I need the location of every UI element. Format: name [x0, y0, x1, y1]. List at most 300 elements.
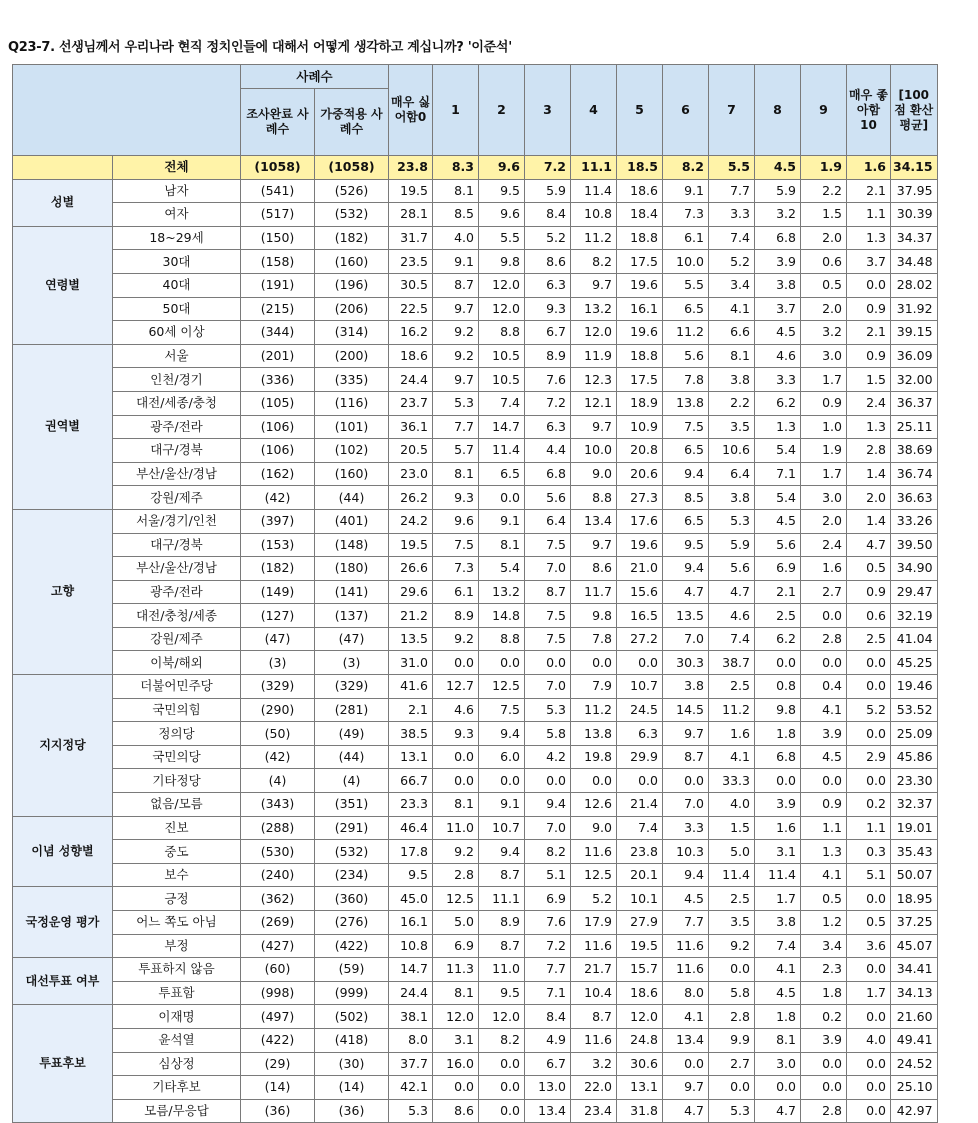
value-cell: 5.8 [525, 722, 571, 746]
value-cell: 21.7 [571, 958, 617, 982]
value-cell: 29.47 [891, 580, 938, 604]
value-cell: 20.8 [617, 439, 663, 463]
table-row [13, 1099, 938, 1123]
value-cell: 0.5 [847, 911, 891, 935]
value-cell: 8.0 [663, 981, 709, 1005]
value-cell: 17.6 [617, 509, 663, 533]
value-cell: 0.0 [755, 1076, 801, 1100]
value-cell: 3.5 [709, 415, 755, 439]
value-cell: 4.0 [433, 226, 479, 250]
completed-count: (290) [241, 698, 315, 722]
table-row [13, 203, 938, 227]
value-cell: 7.1 [755, 462, 801, 486]
value-cell: 0.0 [801, 604, 847, 628]
value-cell: 9.2 [433, 840, 479, 864]
value-cell: 20.6 [617, 462, 663, 486]
value-cell: 10.3 [663, 840, 709, 864]
value-cell: 3.8 [709, 486, 755, 510]
value-cell: 7.3 [433, 557, 479, 581]
value-cell: 17.8 [389, 840, 433, 864]
value-cell: 7.8 [663, 368, 709, 392]
group-label: 대선투표 여부 [13, 958, 113, 1005]
value-cell: 10.8 [389, 934, 433, 958]
value-cell: 18.6 [617, 179, 663, 203]
value-cell: 19.46 [891, 675, 938, 699]
row-label: 인천/경기 [113, 368, 241, 392]
value-cell: 8.0 [389, 1028, 433, 1052]
value-cell: 1.3 [847, 226, 891, 250]
value-cell: 0.0 [847, 273, 891, 297]
weighted-count: (141) [315, 580, 389, 604]
value-cell: 5.2 [571, 887, 617, 911]
value-cell: 34.41 [891, 958, 938, 982]
completed-count: (427) [241, 934, 315, 958]
value-cell: 9.7 [571, 415, 617, 439]
row-label: 정의당 [113, 722, 241, 746]
value-cell: 0.0 [479, 769, 525, 793]
value-cell: 11.4 [755, 863, 801, 887]
value-cell: 12.5 [433, 887, 479, 911]
row-label: 기타정당 [113, 769, 241, 793]
value-cell: 3.8 [709, 368, 755, 392]
weighted-count: (351) [315, 793, 389, 817]
value-cell: 2.8 [709, 1005, 755, 1029]
value-cell: 9.7 [571, 533, 617, 557]
weighted-count: (526) [315, 179, 389, 203]
table-row [13, 273, 938, 297]
value-cell: 1.7 [755, 887, 801, 911]
value-cell: 0.9 [847, 580, 891, 604]
completed-count: (215) [241, 297, 315, 321]
completed-count: (3) [241, 651, 315, 675]
value-cell: 0.0 [479, 1076, 525, 1100]
value-cell: 2.2 [801, 179, 847, 203]
value-cell: 0.8 [755, 675, 801, 699]
value-cell: 30.3 [663, 651, 709, 675]
value-cell: 12.6 [571, 793, 617, 817]
row-label: 남자 [113, 179, 241, 203]
value-cell: 1.3 [801, 840, 847, 864]
value-cell: 3.7 [847, 250, 891, 274]
value-cell: 38.1 [389, 1005, 433, 1029]
value-cell: 8.1 [433, 793, 479, 817]
value-cell: 0.0 [847, 651, 891, 675]
value-cell: 20.1 [617, 863, 663, 887]
completed-count: (42) [241, 745, 315, 769]
value-cell: 9.7 [433, 297, 479, 321]
row-label: 중도 [113, 840, 241, 864]
value-cell: 7.2 [525, 934, 571, 958]
completed-count: (240) [241, 863, 315, 887]
value-cell: 0.4 [801, 675, 847, 699]
value-cell: 0.0 [801, 1076, 847, 1100]
value-cell: 10.8 [571, 203, 617, 227]
value-cell: 6.5 [479, 462, 525, 486]
value-cell: 7.0 [525, 557, 571, 581]
value-cell: 0.0 [433, 651, 479, 675]
value-cell: 10.7 [617, 675, 663, 699]
value-cell: 42.97 [891, 1099, 938, 1123]
value-cell: 5.6 [525, 486, 571, 510]
value-cell: 5.1 [525, 863, 571, 887]
value-cell: 8.1 [433, 179, 479, 203]
value-cell: 1.5 [847, 368, 891, 392]
weighted-count: (234) [315, 863, 389, 887]
completed-count: (4) [241, 769, 315, 793]
completed-count: (182) [241, 557, 315, 581]
weighted-count: (180) [315, 557, 389, 581]
value-cell: 8.2 [479, 1028, 525, 1052]
value-cell: 7.4 [709, 226, 755, 250]
value-cell: 9.7 [433, 368, 479, 392]
value-cell: 9.8 [479, 250, 525, 274]
completed-count: (14) [241, 1076, 315, 1100]
weighted-count: (329) [315, 675, 389, 699]
value-cell: 4.1 [801, 698, 847, 722]
value-cell: 11.4 [709, 863, 755, 887]
value-cell: 1.0 [801, 415, 847, 439]
value-cell: 2.1 [847, 179, 891, 203]
value-cell: 3.9 [755, 250, 801, 274]
value-cell: 32.00 [891, 368, 938, 392]
value-cell: 7.5 [663, 415, 709, 439]
row-label: 윤석열 [113, 1028, 241, 1052]
value-cell: 5.9 [755, 179, 801, 203]
value-cell: 11.2 [709, 698, 755, 722]
value-cell: 0.0 [479, 1099, 525, 1123]
value-cell: 0.5 [847, 557, 891, 581]
value-cell: 25.10 [891, 1076, 938, 1100]
value-cell: 9.3 [433, 722, 479, 746]
value-cell: 6.2 [755, 391, 801, 415]
completed-count: (36) [241, 1099, 315, 1123]
value-cell: 9.8 [571, 604, 617, 628]
value-cell: 1.8 [801, 981, 847, 1005]
value-cell: 0.0 [755, 769, 801, 793]
completed-count: (127) [241, 604, 315, 628]
value-cell: 0.0 [801, 651, 847, 675]
weighted-count: (4) [315, 769, 389, 793]
weighted-count: (160) [315, 250, 389, 274]
value-cell: 5.3 [525, 698, 571, 722]
value-cell: 8.6 [571, 557, 617, 581]
row-label: 부정 [113, 934, 241, 958]
header-col-4: 4 [571, 65, 617, 156]
table-row [13, 981, 938, 1005]
value-cell: 5.1 [847, 863, 891, 887]
value-cell: 0.0 [801, 1052, 847, 1076]
value-cell: 0.9 [801, 391, 847, 415]
value-cell: 23.0 [389, 462, 433, 486]
value-cell: 6.3 [525, 273, 571, 297]
value-cell: 4.6 [433, 698, 479, 722]
value-cell: 19.6 [617, 533, 663, 557]
value-cell: 1.6 [801, 557, 847, 581]
value-cell: 13.8 [663, 391, 709, 415]
value-cell: 37.7 [389, 1052, 433, 1076]
value-cell: 4.7 [663, 580, 709, 604]
value-cell: 1.9 [801, 156, 847, 180]
value-cell: 9.2 [433, 627, 479, 651]
value-cell: 8.7 [571, 1005, 617, 1029]
value-cell: 9.5 [389, 863, 433, 887]
value-cell: 49.41 [891, 1028, 938, 1052]
value-cell: 3.1 [433, 1028, 479, 1052]
value-cell: 9.4 [663, 462, 709, 486]
value-cell: 16.2 [389, 321, 433, 345]
value-cell: 8.8 [479, 627, 525, 651]
value-cell: 8.7 [479, 934, 525, 958]
completed-count: (150) [241, 226, 315, 250]
value-cell: 31.7 [389, 226, 433, 250]
value-cell: 41.04 [891, 627, 938, 651]
value-cell: 36.37 [891, 391, 938, 415]
completed-count: (362) [241, 887, 315, 911]
value-cell: 42.1 [389, 1076, 433, 1100]
row-label: 40대 [113, 273, 241, 297]
table-row [13, 415, 938, 439]
completed-count: (162) [241, 462, 315, 486]
value-cell: 36.63 [891, 486, 938, 510]
value-cell: 3.9 [801, 1028, 847, 1052]
table-row [13, 297, 938, 321]
table-row [13, 1052, 938, 1076]
completed-count: (106) [241, 415, 315, 439]
group-label: 지지정당 [13, 675, 113, 817]
completed-count: (541) [241, 179, 315, 203]
value-cell: 0.5 [801, 273, 847, 297]
value-cell: 33.26 [891, 509, 938, 533]
header-col-1: 1 [433, 65, 479, 156]
value-cell: 5.3 [433, 391, 479, 415]
value-cell: 7.0 [525, 816, 571, 840]
row-label: 강원/제주 [113, 486, 241, 510]
row-label: 투표함 [113, 981, 241, 1005]
value-cell: 9.2 [433, 344, 479, 368]
value-cell: 18.6 [617, 981, 663, 1005]
header-cases: 사례수 [241, 65, 389, 89]
value-cell: 24.4 [389, 981, 433, 1005]
weighted-count: (276) [315, 911, 389, 935]
row-label: 전체 [113, 156, 241, 180]
value-cell: 0.9 [847, 297, 891, 321]
value-cell: 8.9 [433, 604, 479, 628]
value-cell: 6.0 [479, 745, 525, 769]
value-cell: 11.1 [571, 156, 617, 180]
value-cell: 38.5 [389, 722, 433, 746]
value-cell: 2.8 [801, 1099, 847, 1123]
value-cell: 0.0 [479, 651, 525, 675]
header-col-7: 7 [709, 65, 755, 156]
value-cell: 5.2 [847, 698, 891, 722]
value-cell: 39.15 [891, 321, 938, 345]
table-row [13, 1005, 938, 1029]
header-col-8: 8 [755, 65, 801, 156]
value-cell: 14.8 [479, 604, 525, 628]
row-label: 부산/울산/경남 [113, 557, 241, 581]
value-cell: 12.5 [571, 863, 617, 887]
row-label: 진보 [113, 816, 241, 840]
table-row [13, 533, 938, 557]
value-cell: 1.4 [847, 462, 891, 486]
table-row [13, 627, 938, 651]
value-cell: 7.7 [525, 958, 571, 982]
value-cell: 6.9 [433, 934, 479, 958]
value-cell: 2.5 [847, 627, 891, 651]
value-cell: 12.5 [479, 675, 525, 699]
value-cell: 38.69 [891, 439, 938, 463]
value-cell: 37.25 [891, 911, 938, 935]
header-col-6: 6 [663, 65, 709, 156]
value-cell: 19.5 [389, 533, 433, 557]
completed-count: (47) [241, 627, 315, 651]
value-cell: 11.1 [479, 887, 525, 911]
value-cell: 7.4 [617, 816, 663, 840]
value-cell: 0.0 [433, 745, 479, 769]
value-cell: 21.60 [891, 1005, 938, 1029]
value-cell: 10.0 [571, 439, 617, 463]
value-cell: 5.0 [433, 911, 479, 935]
value-cell: 66.7 [389, 769, 433, 793]
value-cell: 5.3 [709, 509, 755, 533]
value-cell: 0.6 [801, 250, 847, 274]
value-cell: 10.5 [479, 344, 525, 368]
value-cell: 15.6 [617, 580, 663, 604]
value-cell: 3.0 [801, 486, 847, 510]
value-cell: 9.6 [479, 203, 525, 227]
value-cell: 18.9 [617, 391, 663, 415]
value-cell: 5.5 [479, 226, 525, 250]
header-col-2: 2 [479, 65, 525, 156]
value-cell: 7.8 [571, 627, 617, 651]
value-cell: 9.0 [571, 816, 617, 840]
value-cell: 10.5 [479, 368, 525, 392]
table-row [13, 1076, 938, 1100]
value-cell: 9.4 [663, 557, 709, 581]
completed-count: (149) [241, 580, 315, 604]
table-row [13, 250, 938, 274]
value-cell: 8.5 [433, 203, 479, 227]
value-cell: 23.30 [891, 769, 938, 793]
value-cell: 4.5 [755, 321, 801, 345]
value-cell: 2.1 [389, 698, 433, 722]
row-label: 없음/모름 [113, 793, 241, 817]
value-cell: 0.0 [709, 958, 755, 982]
value-cell: 5.5 [709, 156, 755, 180]
value-cell: 29.6 [389, 580, 433, 604]
value-cell: 8.6 [433, 1099, 479, 1123]
weighted-count: (59) [315, 958, 389, 982]
value-cell: 36.09 [891, 344, 938, 368]
value-cell: 8.1 [433, 462, 479, 486]
value-cell: 7.0 [525, 675, 571, 699]
weighted-count: (532) [315, 203, 389, 227]
weighted-count: (44) [315, 486, 389, 510]
value-cell: 7.0 [663, 793, 709, 817]
value-cell: 11.7 [571, 580, 617, 604]
table-row [13, 439, 938, 463]
value-cell: 5.6 [663, 344, 709, 368]
value-cell: 9.6 [433, 509, 479, 533]
value-cell: 9.5 [479, 179, 525, 203]
value-cell: 9.4 [479, 840, 525, 864]
weighted-count: (314) [315, 321, 389, 345]
weighted-count: (101) [315, 415, 389, 439]
value-cell: 2.0 [801, 226, 847, 250]
value-cell: 7.2 [525, 156, 571, 180]
value-cell: 0.0 [847, 958, 891, 982]
value-cell: 23.3 [389, 793, 433, 817]
row-label: 광주/전라 [113, 415, 241, 439]
value-cell: 37.95 [891, 179, 938, 203]
header-corner [13, 65, 241, 156]
completed-count: (397) [241, 509, 315, 533]
value-cell: 3.3 [663, 816, 709, 840]
value-cell: 3.2 [801, 321, 847, 345]
weighted-count: (116) [315, 391, 389, 415]
completed-count: (158) [241, 250, 315, 274]
value-cell: 11.2 [663, 321, 709, 345]
value-cell: 41.6 [389, 675, 433, 699]
value-cell: 18.95 [891, 887, 938, 911]
value-cell: 23.8 [617, 840, 663, 864]
completed-count: (329) [241, 675, 315, 699]
value-cell: 0.3 [847, 840, 891, 864]
value-cell: 14.5 [663, 698, 709, 722]
value-cell: 4.7 [663, 1099, 709, 1123]
row-label: 이북/해외 [113, 651, 241, 675]
value-cell: 1.7 [801, 462, 847, 486]
value-cell: 22.5 [389, 297, 433, 321]
value-cell: 26.6 [389, 557, 433, 581]
value-cell: 34.37 [891, 226, 938, 250]
value-cell: 12.0 [571, 321, 617, 345]
value-cell: 11.6 [663, 934, 709, 958]
value-cell: 13.2 [571, 297, 617, 321]
value-cell: 7.5 [525, 604, 571, 628]
value-cell: 6.5 [663, 439, 709, 463]
value-cell: 24.2 [389, 509, 433, 533]
value-cell: 2.8 [847, 439, 891, 463]
total-group-cell [13, 156, 113, 180]
weighted-count: (47) [315, 627, 389, 651]
value-cell: 13.5 [663, 604, 709, 628]
value-cell: 11.3 [433, 958, 479, 982]
table-row [13, 321, 938, 345]
survey-table [12, 64, 938, 1123]
value-cell: 2.9 [847, 745, 891, 769]
row-label: 대구/경북 [113, 439, 241, 463]
weighted-count: (206) [315, 297, 389, 321]
value-cell: 5.0 [709, 840, 755, 864]
value-cell: 31.92 [891, 297, 938, 321]
value-cell: 0.0 [663, 1052, 709, 1076]
value-cell: 6.9 [525, 887, 571, 911]
value-cell: 11.4 [479, 439, 525, 463]
value-cell: 15.7 [617, 958, 663, 982]
value-cell: 8.1 [709, 344, 755, 368]
value-cell: 38.7 [709, 651, 755, 675]
value-cell: 9.9 [709, 1028, 755, 1052]
value-cell: 13.2 [479, 580, 525, 604]
value-cell: 12.0 [479, 273, 525, 297]
value-cell: 14.7 [389, 958, 433, 982]
value-cell: 12.0 [617, 1005, 663, 1029]
value-cell: 2.7 [801, 580, 847, 604]
value-cell: 11.6 [571, 840, 617, 864]
value-cell: 7.5 [479, 698, 525, 722]
value-cell: 23.4 [571, 1099, 617, 1123]
